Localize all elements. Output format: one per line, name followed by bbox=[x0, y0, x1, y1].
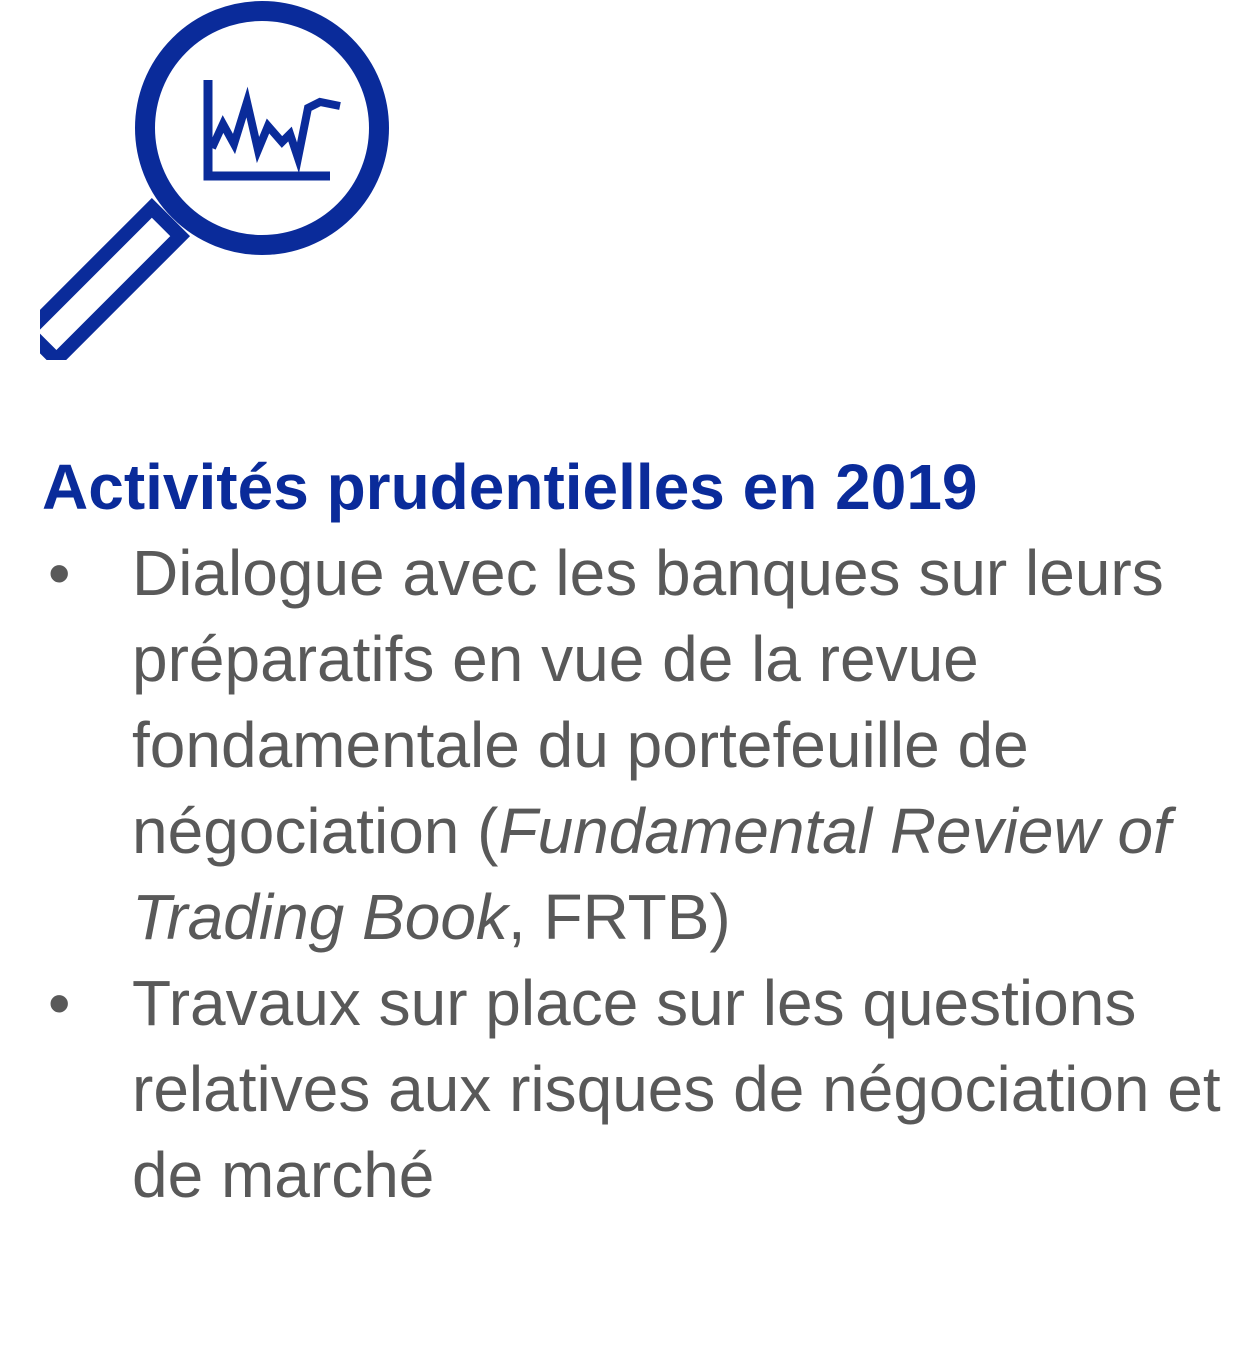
bullet-text: Travaux sur place sur les questions relatives aux risques de négociation et de marché bbox=[132, 967, 1221, 1211]
bullet-marker: • bbox=[48, 967, 71, 1039]
bullet-marker: • bbox=[48, 537, 71, 609]
bullet-text-part: , FRTB) bbox=[507, 881, 731, 953]
magnifier-chart-icon bbox=[40, 0, 400, 360]
bullet-list bbox=[42, 530, 1222, 1218]
bullet-text-italic: Fundamental Review of Trading Book bbox=[132, 795, 1171, 953]
bullet-text-part: Dialogue avec les banques sur leurs préparatifs en vue de la revue fondamentale du portefeuille de négociation ( bbox=[132, 537, 1164, 867]
list-item bbox=[42, 530, 1222, 960]
heading: Activités prudentielles en 2019 bbox=[42, 451, 978, 523]
bullet-text bbox=[132, 530, 1222, 960]
list-item bbox=[42, 960, 1222, 1218]
